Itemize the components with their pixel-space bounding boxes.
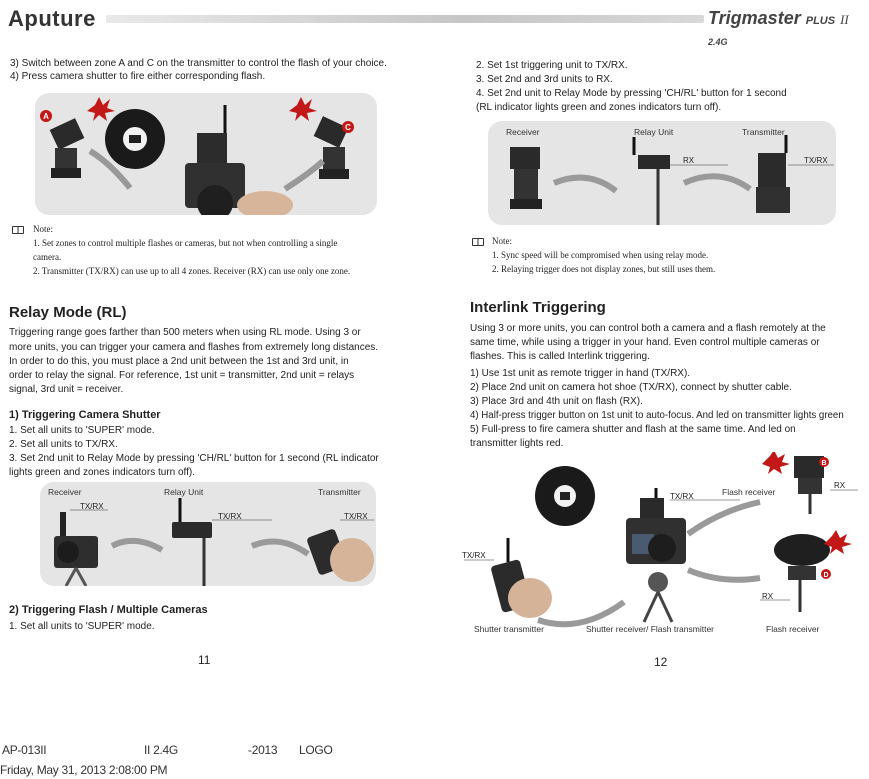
cap-shutter-transmitter: Shutter transmitter	[474, 624, 544, 634]
zone-c-letter: C	[345, 123, 351, 132]
zone-flash-figure	[35, 93, 377, 215]
fig2-receiver-label: Receiver	[48, 487, 82, 497]
relay-intro-3: In order to do this, you must place a 2nd unit between the 1st and 3rd unit, in	[9, 356, 349, 367]
interlink-step-4: 4) Half-press trigger button on 1st unit to auto-focus. And led on transmitter lights green	[470, 410, 844, 421]
footer-model: AP-013II	[2, 743, 47, 757]
footer-freq: II 2.4G	[144, 743, 178, 757]
sub2-title: 2) Triggering Flash / Multiple Cameras	[9, 604, 208, 616]
footer-logo: LOGO	[299, 743, 333, 757]
interlink-intro-1: Using 3 or more units, you can control both a camera and a flash remotely at the	[470, 323, 826, 334]
fig2-tag-relay: TX/RX	[218, 512, 242, 521]
interlink-step-2: 2) Place 2nd unit on camera hot shoe (TX/RX), connect by shutter cable.	[470, 382, 792, 393]
fig4-tag-flash-b: RX	[834, 481, 846, 490]
sub1-line-4: lights green and zones indicators turn off).	[9, 467, 196, 478]
page-number-11: 11	[198, 653, 211, 667]
left-note-label: Note:	[33, 224, 53, 234]
aputure-logo: Aputure	[8, 6, 96, 31]
note-book-icon-right	[472, 238, 484, 246]
relay-intro-1: Triggering range goes farther than 500 meters when using RL mode. Using 3 or	[9, 327, 361, 338]
brand-ii: II	[840, 12, 849, 27]
fig2-relay-label: Relay Unit	[164, 487, 204, 497]
right-step-4b: (RL indicator lights green and zones indicators turn off).	[476, 102, 722, 113]
transmitter-device	[197, 133, 227, 163]
sub1-title: 1) Triggering Camera Shutter	[9, 409, 161, 421]
interlink-step-3: 3) Place 3rd and 4th unit on flash (RX).	[470, 396, 643, 407]
fig3-tag-transmitter: TX/RX	[804, 156, 828, 165]
right-note-1: 1. Sync speed will be compromised when using relay mode.	[492, 250, 709, 260]
fig4-tag-flash-d: RX	[762, 592, 774, 601]
cap-shutter-receiver: Shutter receiver/ Flash transmitter	[586, 624, 715, 634]
fig3-receiver-label: Receiver	[506, 127, 540, 137]
footer-date: Friday, May 31, 2013 2:08:00 PM	[0, 763, 168, 777]
zone-b-letter: B	[821, 460, 827, 467]
fig2-tag-transmitter: TX/RX	[344, 512, 368, 521]
left-note-1b: camera.	[33, 252, 62, 262]
fig3-transmitter-label: Transmitter	[742, 127, 785, 137]
interlink-title: Interlink Triggering	[470, 299, 606, 316]
left-note-1a: 1. Set zones to control multiple flashes or cameras, but not when controlling a single	[33, 238, 338, 248]
right-step-3: 3. Set 2nd and 3rd units to RX.	[476, 74, 613, 85]
fig4-tag-camera: TX/RX	[670, 492, 694, 501]
brand-freq: 2.4G	[708, 37, 728, 47]
interlink-intro-2: same time, while using a trigger in your hand. Even control multiple cameras or	[470, 337, 820, 348]
fig2-transmitter-label: Transmitter	[318, 487, 361, 497]
zone-d-letter: D	[823, 572, 829, 579]
interlink-step-5: 5) Full-press to fire camera shutter and flash at the same time. And led on	[470, 424, 796, 435]
sub2-line-1: 1. Set all units to 'SUPER' mode.	[9, 621, 155, 632]
left-step-3: 3) Switch between zone A and C on the transmitter to control the flash of your choice.	[10, 58, 387, 69]
footer-year: -2013	[248, 743, 278, 757]
right-note-label: Note:	[492, 236, 512, 246]
sub1-line-2: 2. Set all units to TX/RX.	[9, 439, 118, 450]
relay-intro-4: order to relay the signal. For reference, 1st unit = transmitter, 2nd unit = relays	[9, 370, 355, 381]
fig2-tag-receiver: TX/RX	[80, 502, 104, 511]
sub1-line-1: 1. Set all units to 'SUPER' mode.	[9, 425, 155, 436]
zone-a-letter: A	[43, 112, 49, 121]
relay-intro-5: signal, 3rd unit = receiver.	[9, 384, 124, 395]
right-step-2: 2. Set 1st triggering unit to TX/RX.	[476, 60, 628, 71]
interlink-step-1: 1) Use 1st unit as remote trigger in hand (TX/RX).	[470, 368, 691, 379]
sub1-line-3: 3. Set 2nd unit to Relay Mode by pressing 'CH/RL' button for 1 second (RL indicator	[9, 453, 379, 464]
fig3-tag-relay: RX	[683, 156, 695, 165]
relay-intro-2: more units, you can trigger your camera and flashes from extremely long distances.	[9, 342, 379, 353]
interlink-step-5b: transmitter lights red.	[470, 438, 564, 449]
note-book-icon	[12, 226, 24, 234]
relay-camera-figure	[40, 482, 376, 586]
brand-main: Trigmaster	[708, 8, 801, 28]
trigmaster-brand	[708, 8, 869, 50]
fig4-tag-shutter-tx: TX/RX	[462, 551, 486, 560]
cap-flash-receiver: Flash receiver	[766, 624, 820, 634]
right-step-4: 4. Set 2nd unit to Relay Mode by pressing 'CH/RL' button for 1 second	[476, 88, 787, 99]
interlink-figure	[460, 452, 860, 637]
relay-mode-title: Relay Mode (RL)	[9, 304, 127, 321]
header-bar	[106, 15, 704, 23]
fig3-relay-label: Relay Unit	[634, 127, 674, 137]
page-number-12: 12	[654, 655, 668, 669]
fig4-flash-receiver-label: Flash receiver	[722, 487, 776, 497]
left-note-2: 2. Transmitter (TX/RX) can use up to all 4 zones. Receiver (RX) can use only one zone.	[33, 266, 351, 276]
relay-flash-figure	[488, 121, 836, 225]
interlink-intro-3: flashes. This is called Interlink triggering.	[470, 351, 650, 362]
left-step-4: 4) Press camera shutter to fire either corresponding flash.	[10, 71, 266, 82]
right-note-2: 2. Relaying trigger does not display zones, but still uses them.	[492, 264, 716, 274]
brand-plus: PLUS	[805, 15, 836, 27]
